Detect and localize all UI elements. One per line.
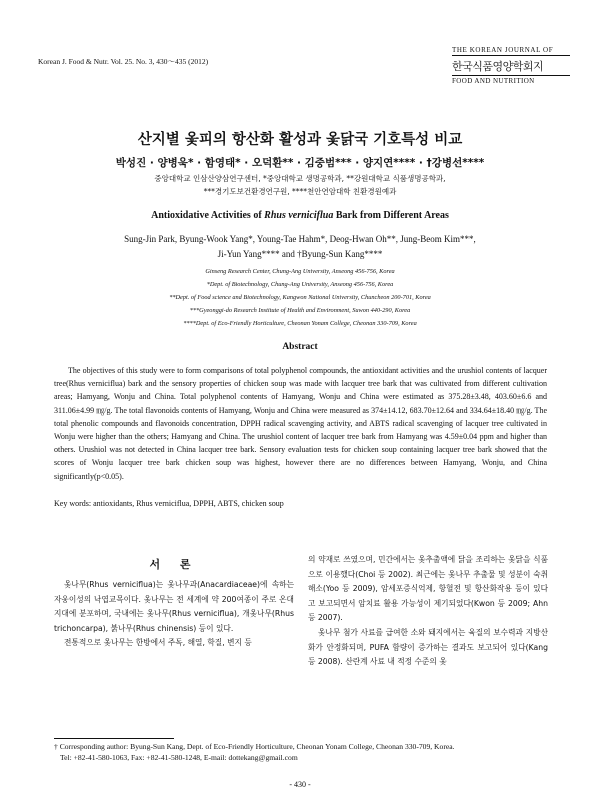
- intro-paragraph-2: 전통적으로 옻나무는 한방에서 주독, 해열, 학질, 변지 등: [64, 638, 252, 648]
- english-authors: Sung-Jin Park, Byung-Wook Yang*, Young-Tae Hahm*, Deog-Hwan Oh**, Jung-Beom Kim***, Ji-Yun Yang**** and †Byung-Sun Kang****: [124, 234, 476, 259]
- abstract-body: The objectives of this study were to form comparisons of total polyphenol compounds, the antioxidant activities and the urushiol contents of lacquer tree(Rhus verniciflua) bark and the sensory properties of chicken soup was made with lacquer tree bark that was cultivated from different cultivation areas; Hamyang, Wonju and China. Total polyphenol contents of Hamyang, Wonju and China were estimated as 375.28±3.48, 403.60±6.6 and 311.06±4.99 ㎎/g. The total flavonoids contents of Hamyang, Wonju and China were measured as 374±14.12, 683.70±12.64 and 334.64±18.40 ㎎/g. The total phenolic compounds and flavonoids concentration, DPPH radical scavenging activity, and ABTS radical scavenging of lacquer tree cultivated in Wonju were higher than the others; Hamyang and China. The urushiol content of lacquer tree bark from Hamyang was 4.59±0.04 ppm and higher than others. Urushiol was not detected in China lacquer tree bark. Sensory evaluation tests for chicken soup containing lacquer tree bark showed that the scores of Wonju lacquer tree bark chicken soup was highest, however there are no differences between Hamyang, Wonju, and China significantly(p<0.05).: [54, 366, 547, 481]
- page-number: - 430 -: [289, 780, 311, 789]
- intro-paragraph-2-cont: 의 약재로 쓰였으며, 민간에서는 옻추출액에 닭을 조리하는 옻닭을 식품으로 이용했다(Choi 등 2002). 최근에는 옻나무 추출물 및 성분이 숙취해소(Yoo 등 2009), 암세포증식억제, 항혈전 및 항산화작용 등이 있다고 보고되면서 암치료 활용 가능성이 제기되었다(Kwon 등 2009; Ahn 등 2007).: [308, 555, 548, 623]
- korean-affiliation-1: 중앙대학교 인삼산양삼연구센터, *중앙대학교 생명공학과, **강원대학교 식품생명공학과,: [154, 174, 446, 183]
- right-column: [308, 553, 548, 670]
- keywords: Key words: antioxidants, Rhus verniciflua, DPPH, ABTS, chicken soup: [54, 499, 284, 508]
- corresponding-author-footnote: † Corresponding author: Byung-Sun Kang, Dept. of Eco-Friendly Horticulture, Cheonan Yonam College, Cheonan 330-709, Korea. Tel: +82-41-580-1063, Fax: +82-41-580-1248, E-mail: dottekang@gmail.com: [54, 742, 455, 762]
- journal-citation: Korean J. Food & Nutr. Vol. 25. No. 3, 430～435 (2012): [38, 57, 209, 66]
- english-title: Antioxidative Activities of Rhus verniciflua Bark from Different Areas: [151, 210, 449, 221]
- journal-name-line3: FOOD AND NUTRITION: [452, 75, 570, 85]
- korean-affiliation-2: ***경기도보건환경연구원, ****천안연암대학 친환경원예과: [203, 187, 397, 196]
- species-name: Rhus verniciflua: [264, 210, 334, 221]
- korean-authors: 박성진 · 양병욱* · 함영태* · 오덕환** · 김중범*** · 양지연**** · †강병선****: [115, 157, 485, 169]
- footnote-divider: [54, 738, 174, 739]
- left-column: [54, 578, 294, 651]
- journal-name-korean: 한국식품영양학회지: [452, 60, 544, 73]
- korean-title: 산지별 옻피의 항산화 활성과 옻닭국 기호특성 비교: [137, 132, 463, 148]
- affiliation-1: Ginseng Research Center, Chung-Ang University, Anseong 456-756, Korea: [205, 268, 395, 275]
- journal-name-line1: THE KOREAN JOURNAL OF: [452, 46, 570, 56]
- section-heading-introduction: 서 론: [149, 558, 199, 571]
- intro-paragraph-1: 옻나무(Rhus verniciflua)는 옻나무과(Anacardiaceae)에 속하는 자웅이성의 낙엽교목이다. 옻나무는 전 세계에 약 200여종이 주로 온대지대에 분포하며, 국내에는 옻나무(Rhus verniciflua), 개옻나무(Rhus trichoncarpa), 붉나무(Rhus chinensis) 등이 있다.: [54, 580, 294, 633]
- affiliation-3: **Dept. of Food science and Biotechnology, Kangwon National University, Chuncheon 200-701, Korea: [169, 294, 431, 301]
- affiliation-5: ****Dept. of Eco-Friendly Horticulture, Cheonan Yonam College, Cheonan 330-709, Korea: [183, 320, 417, 327]
- affiliation-2: *Dept. of Biotechnology, Chung-Ang University, Anseong 456-756, Korea: [206, 281, 394, 288]
- journal-masthead: [452, 46, 570, 85]
- intro-paragraph-3: 옻나무 첨가 사료를 급여한 소와 돼지에서는 육질의 보수력과 지방산화가 안정화되며, PUFA 함량이 증가하는 결과도 보고되어 있다(Kang 등 2008). 산란계 사료 내 적정 수준의 옻: [308, 627, 548, 667]
- abstract-heading: Abstract: [282, 342, 318, 352]
- affiliation-4: ***Gyeonggi-do Research Institute of Health and Environment, Suwon 440-290, Korea: [189, 307, 411, 314]
